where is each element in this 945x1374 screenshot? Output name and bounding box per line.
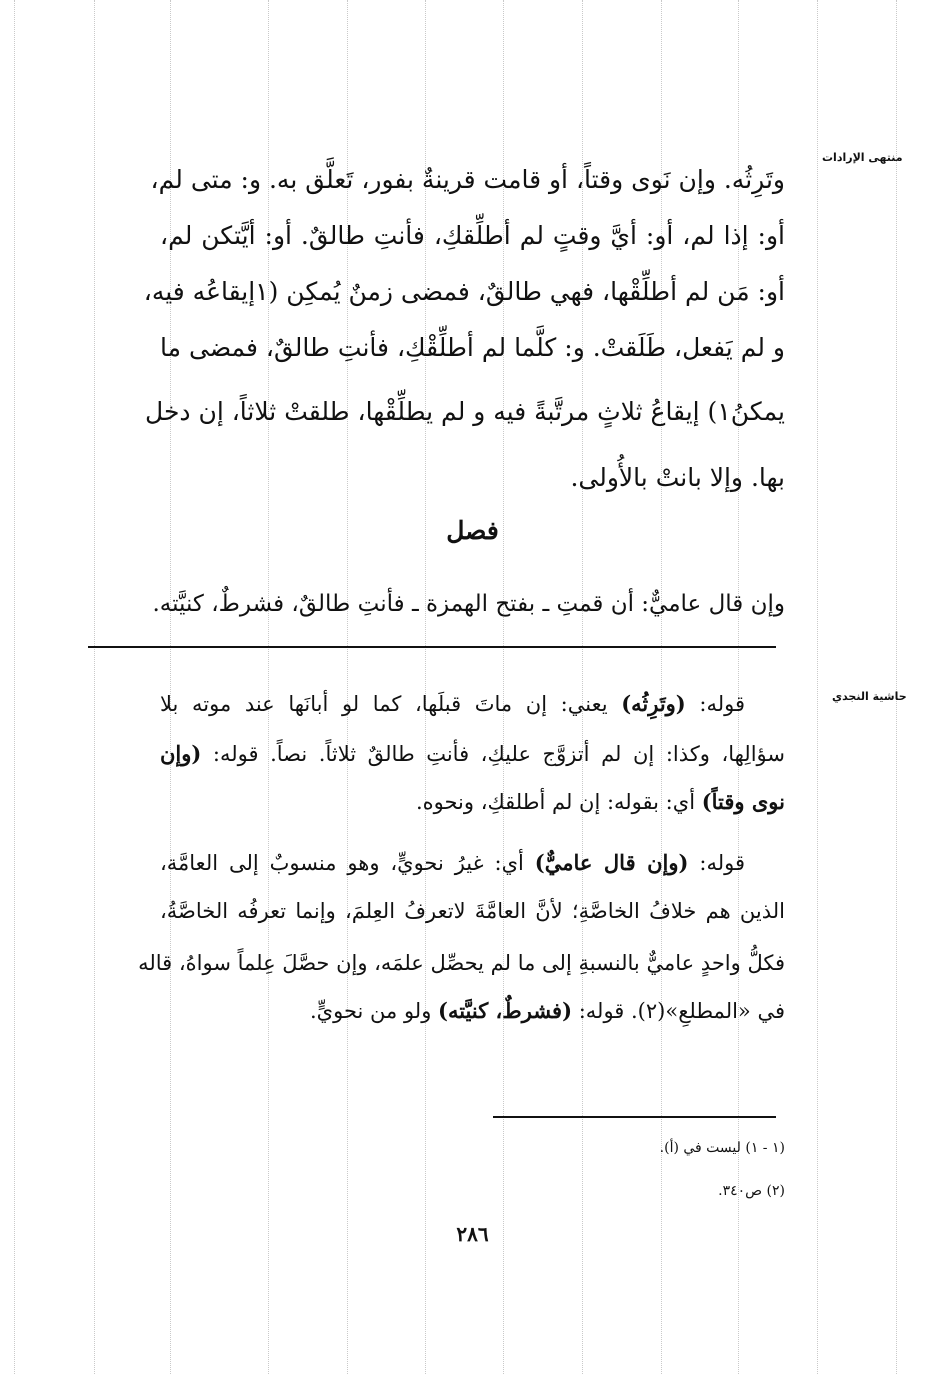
footnote: (١ - ١) ليست في (أ).	[659, 1140, 785, 1156]
scan-guide-line	[94, 0, 95, 1374]
scan-guide-line	[896, 0, 897, 1374]
main-text-line: أو: مَن لم أطلِّقْها، فهي طالقٌ، فمضى زمنٌ يُمكِن (١إيقاعُه فيه،	[143, 277, 785, 306]
quoted-phrase: (وإن قال عاميٌّ)	[534, 850, 689, 875]
footnote: (٢) ص٣٤٠.	[718, 1183, 785, 1199]
side-label-commentary: حاشية النجدي	[832, 690, 907, 703]
commentary-line	[160, 784, 785, 820]
commentary-text: في «المطلعِ»(٢). قوله:	[572, 999, 785, 1023]
commentary-text: أي: بقوله: إن لم أطلقكِ، ونحوه.	[415, 790, 702, 814]
commentary-line: فكلُّ واحدٍ عاميٌّ بالنسبةِ إلى ما لم يحصِّل علمَه، وإن حصَّلَ عِلماً سواهُ، قاله	[138, 951, 785, 975]
quoted-phrase: نوى وقتاً)	[701, 789, 785, 814]
scan-guide-line	[817, 0, 818, 1374]
main-text-line: وتَرِثُه. وإن نَوى وقتاً، أو قامت قرينةٌ بفور، تَعلَّق به. و: متى لم،	[150, 165, 785, 194]
commentary-line: الذين هم خلافُ الخاصَّةِ؛ لأنَّ العامَّةَ لاتعرفُ العِلمَ، وإنما تعرفُه الخاصَّةُ،	[160, 899, 785, 923]
main-text-line: أو: إذا لم، أو: أيَّ وقتٍ لم أطلِّقكِ، فأنتِ طالقٌ. أو: أيَّتكن لم،	[160, 221, 785, 250]
page-number: ٢٨٦	[456, 1222, 489, 1246]
commentary-line	[160, 845, 785, 881]
quoted-phrase: (وتَرِثُه)	[621, 691, 686, 716]
commentary-line	[160, 736, 785, 772]
side-label-main-text: منتهى الإرادات	[822, 151, 903, 164]
separator-rule	[88, 646, 776, 648]
scan-guide-line	[14, 0, 15, 1374]
fasl-text-line: وإن قال عاميٌّ: أن قمتِ ـ بفتح الهمزة ـ فأنتِ طالقٌ، فشرطٌ، كنيَّته.	[152, 591, 785, 617]
commentary-text: قوله:	[685, 692, 745, 716]
section-heading: فصل	[446, 516, 499, 545]
commentary-text: أي: غيرُ نحويٍّ، وهو منسوبٌ إلى العامَّة،	[160, 851, 535, 875]
main-text-line: يمكنُ١) إيقاعُ ثلاثٍ مرتَّبةً فيه و لم يطلِّقْها، طلقتْ ثلاثاً، إن دخل	[145, 397, 785, 426]
commentary-text: يعني: إن ماتَ قبلَها، كما لو أبانَها عند موته بلا	[160, 692, 622, 716]
footnote-rule	[493, 1116, 776, 1118]
main-text-line: و لم يَفعل، طَلَقتْ. و: كلَّما لم أطلِّقْكِ، فأنتِ طالقٌ، فمضى ما	[160, 333, 785, 362]
commentary-text: قوله:	[688, 851, 745, 875]
commentary-text: ولو من نحويٍّ.	[310, 999, 439, 1023]
commentary-line	[160, 993, 785, 1029]
quoted-phrase: (وإن	[160, 741, 202, 766]
quoted-phrase: (فشرطٌ، كنيَّته)	[438, 998, 573, 1023]
commentary-line	[160, 686, 785, 722]
commentary-text: سؤالِها، وكذا: إن لم أتزوَّج عليكِ، فأنتِ طالقٌ ثلاثاً. نصاً. قوله:	[201, 742, 785, 766]
main-text-line: بها. وإلا بانتْ بالأُولى.	[570, 463, 785, 492]
